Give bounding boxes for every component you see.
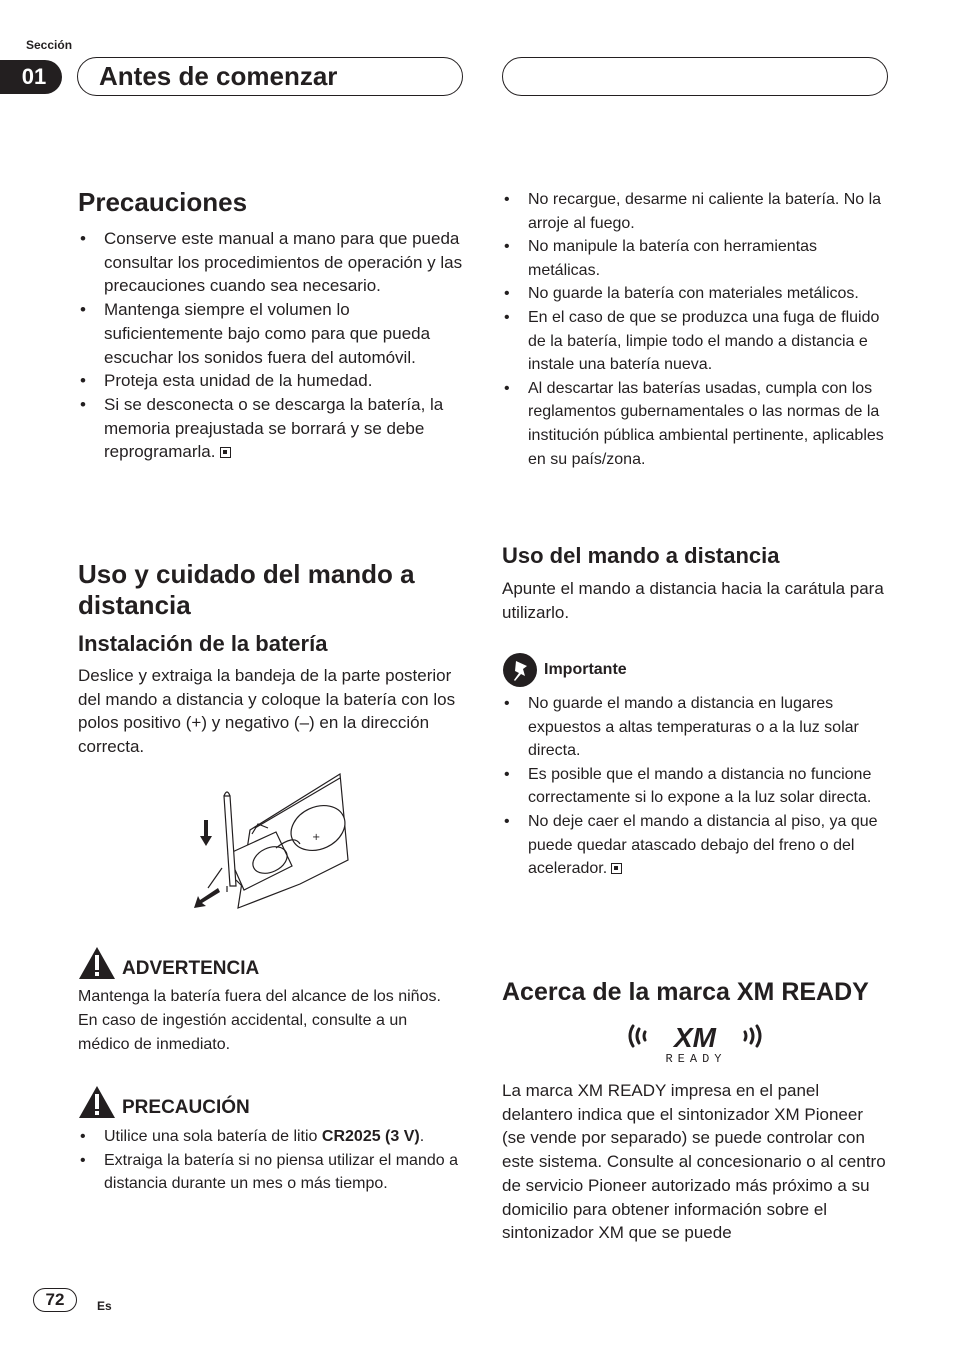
heading-uso-cuidado: Uso y cuidado del mando a distancia — [78, 559, 415, 620]
header-empty-pill — [502, 57, 888, 96]
list-item: • Conserve este manual a mano para que pueda consultar los procedimientos de operación y las precauciones cuando sea necesario. — [78, 227, 463, 298]
advertencia-header — [78, 946, 259, 980]
list-item: • Extraiga la batería si no piensa utilizar el mando a distancia durante un mes o más tiempo. — [78, 1149, 463, 1196]
section-title — [77, 57, 463, 96]
list-item: • En el caso de que se produzca una fuga de fluido de la batería, limpie todo el mando a distancia e instale una batería nueva. — [502, 306, 888, 377]
section-title-text: Antes de comenzar — [99, 61, 338, 91]
list-item: • No recargue, desarme ni caliente la batería. No la arroje al fuego. — [502, 188, 888, 235]
xm-logo-text: XM — [674, 1022, 716, 1053]
precaucion-label: PRECAUCIÓN — [122, 1097, 250, 1118]
page-number: 72 — [33, 1288, 77, 1312]
precaucion-list — [78, 1125, 463, 1196]
xm-ready-logo — [625, 1020, 765, 1066]
precauciones-list — [78, 227, 463, 464]
list-item: • No manipule la batería con herramientas metálicas. — [502, 235, 888, 282]
advertencia-label: ADVERTENCIA — [122, 958, 260, 979]
heading-precauciones: Precauciones — [78, 187, 248, 217]
end-of-section-icon — [220, 447, 231, 458]
battery-model: CR2025 (3 V) — [321, 1128, 420, 1145]
precaucion-header — [78, 1085, 250, 1119]
caution-triangle-icon — [78, 1085, 116, 1119]
end-of-section-icon — [611, 863, 622, 874]
battery-precautions-list — [502, 188, 888, 471]
section-label: Sección — [26, 38, 73, 52]
importante-list — [502, 692, 892, 881]
list-item: • Mantenga siempre el volumen lo suficientemente bajo como para que pueda escuchar los sonidos fuera del automóvil. — [78, 298, 463, 369]
importante-header — [502, 652, 627, 688]
subheading-uso-mando: Uso del mando a distancia — [502, 543, 780, 568]
battery-installation-illustration — [190, 768, 355, 913]
list-item: • No guarde la batería con materiales metálicos. — [502, 282, 888, 306]
xm-ready-paragraph: La marca XM READY impresa en el panel delantero indica que el sintonizador XM Pioneer (se vende por separado) se puede controlar con este sistema. Consulte al concesionario o al centro de servicio Pioneer autorizado más próximo a su domicilio para obtener información sobre el sintonizador XM que se puede — [502, 1081, 886, 1243]
list-item: • No guarde el mando a distancia en lugares expuestos a altas temperaturas o a la luz solar directa. — [502, 692, 892, 763]
important-pin-icon — [502, 652, 538, 688]
list-item: • Utilice una sola batería de litio CR2025 (3 V). — [78, 1125, 463, 1149]
advertencia-text: Mantenga la batería fuera del alcance de los niños. En caso de ingestión accidental, consulte a un médico de inmediato. — [78, 988, 441, 1053]
xm-logo-subtext: READY — [665, 1052, 727, 1066]
list-item: • Es posible que el mando a distancia no funcione correctamente si lo expone a la luz solar directa. — [502, 763, 892, 810]
importante-label: Importante — [544, 661, 627, 678]
list-item: • No deje caer el mando a distancia al piso, ya que puede quedar atascado debajo del freno o del acelerador. — [502, 810, 892, 881]
instalacion-paragraph: Deslice y extraiga la bandeja de la parte posterior del mando a distancia y coloque la batería con los polos positivo (+) y negativo (–) en la dirección correcta. — [78, 666, 456, 757]
warning-triangle-icon — [78, 946, 116, 980]
heading-xm-ready: Acerca de la marca XM READY — [502, 978, 869, 1006]
section-number: 01 — [0, 60, 62, 94]
list-item: • Si se desconecta o se descarga la batería, la memoria preajustada se borrará y se debe reprogramarla. — [78, 393, 463, 464]
subheading-instalacion: Instalación de la batería — [78, 631, 328, 656]
xm-ready-logo-icon — [625, 1020, 765, 1066]
uso-mando-paragraph: Apunte el mando a distancia hacia la carátula para utilizarlo. — [502, 579, 884, 622]
list-item: • Proteja esta unidad de la humedad. — [78, 369, 463, 393]
language-code: Es — [97, 1299, 112, 1313]
svg-text:+: + — [312, 832, 321, 843]
list-item: • Al descartar las baterías usadas, cumpla con los reglamentos gubernamentales o las normas de la institución pública ambiental pertinente, aplicables en su país/zona. — [502, 377, 888, 471]
